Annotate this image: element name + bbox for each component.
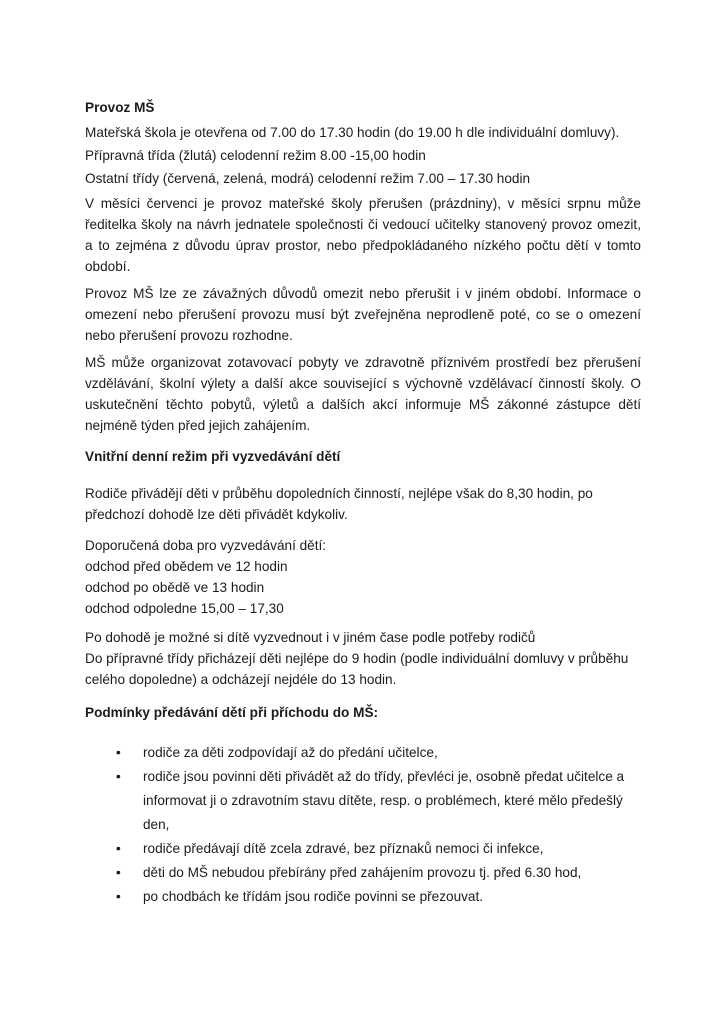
pripravna-trida-line: Přípravná třída (žlutá) celodenní režim 8.00 -15,00 hodin xyxy=(85,148,426,163)
section-heading-podminky: Podmínky předávání dětí při příchodu do MŠ: xyxy=(85,705,379,720)
bullet-prezouvat: • po chodbách ke třídám jsou rodiče povinni se přezouvat. xyxy=(85,885,641,909)
paragraph-pobyty: MŠ může organizovat zotavovací pobyty ve zdravotně příznivém prostředí bez přerušení vzdělávání, školní výlety a další akce související s výchovně vzdělávací činností školy. O uskutečnění těchto pobytů, výletů a dalších akcí informuje MŠ zákonné zástupce dětí nejméně týden před jejich zahájením. xyxy=(85,355,641,433)
opening-hours-line: Mateřská škola je otevřena od 7.00 do 17.30 hodin (do 19.00 h dle individuální domluvy). xyxy=(85,125,620,140)
paragraph-prazdniny: V měsíci červenci je provoz mateřské školy přerušen (prázdniny), v měsíci srpnu může ředitelka školy na návrh jednatele společnosti či vedoucí učitelky stanovený provoz omezit, a to zejména z důvodu úprav prostor, nebo předpokládaného nízkého počtu dětí v tomto období. xyxy=(85,196,641,274)
doba-line-odpoledne: odchod odpoledne 15,00 – 17,30 xyxy=(85,601,284,616)
bullet-zcela-zdrave: • rodiče předávají dítě zcela zdravé, bez příznaků nemoci či infekce, xyxy=(85,837,641,861)
paragraph-privadeni: Rodiče přivádějí děti v průběhu dopoledních činností, nejlépe však do 8,30 hodin, po předchozí dohodě lze děti přivádět kdykoliv. xyxy=(85,486,593,522)
bullet-zodpovidaji: • rodiče za děti zodpovídají až do předání učitelce, xyxy=(85,741,641,765)
doba-line-pred-obedem: odchod před obědem ve 12 hodin xyxy=(85,559,288,574)
section-heading-provoz: Provoz MŠ xyxy=(85,100,155,115)
po-dohode-line: Po dohodě je možné si dítě vyzvednout i v jiném čase podle potřeby rodičů xyxy=(85,630,536,645)
doba-intro-line: Doporučená doba pro vyzvedávání dětí: xyxy=(85,538,327,553)
section-heading-rezim: Vnitřní denní režim při vyzvedávání dětí xyxy=(85,449,341,464)
bullet-nebudou-prebirany: • děti do MŠ nebudou přebírány před zahájením provozu tj. před 6.30 hod, xyxy=(85,861,641,885)
podminky-bullet-list xyxy=(85,741,641,909)
document-body xyxy=(85,97,641,909)
paragraph-pripravna-prichod: Do přípravné třídy přicházejí děti nejlépe do 9 hodin (podle individuální domluvy v průběhu celého dopoledne) a odcházejí nejdéle do 13 hodin. xyxy=(85,651,629,687)
doba-line-po-obede: odchod po obědě ve 13 hodin xyxy=(85,580,265,595)
ostatni-tridy-line: Ostatní třídy (červená, zelená, modrá) celodenní režim 7.00 – 17.30 hodin xyxy=(85,171,531,186)
bullet-povinni-privadet: • rodiče jsou povinni děti přivádět až do třídy, převléci je, osobně předat učitelce a informovat ji o zdravotním stavu dítěte, resp. o problémech, které mělo předešlý den, xyxy=(85,765,641,837)
paragraph-omezeni: Provoz MŠ lze ze závažných důvodů omezit nebo přerušit i v jiném období. Informace o omezení nebo přerušení provozu musí být zveřejněna neprodleně poté, co se o omezení nebo přerušení provozu rozhodne. xyxy=(85,286,641,343)
